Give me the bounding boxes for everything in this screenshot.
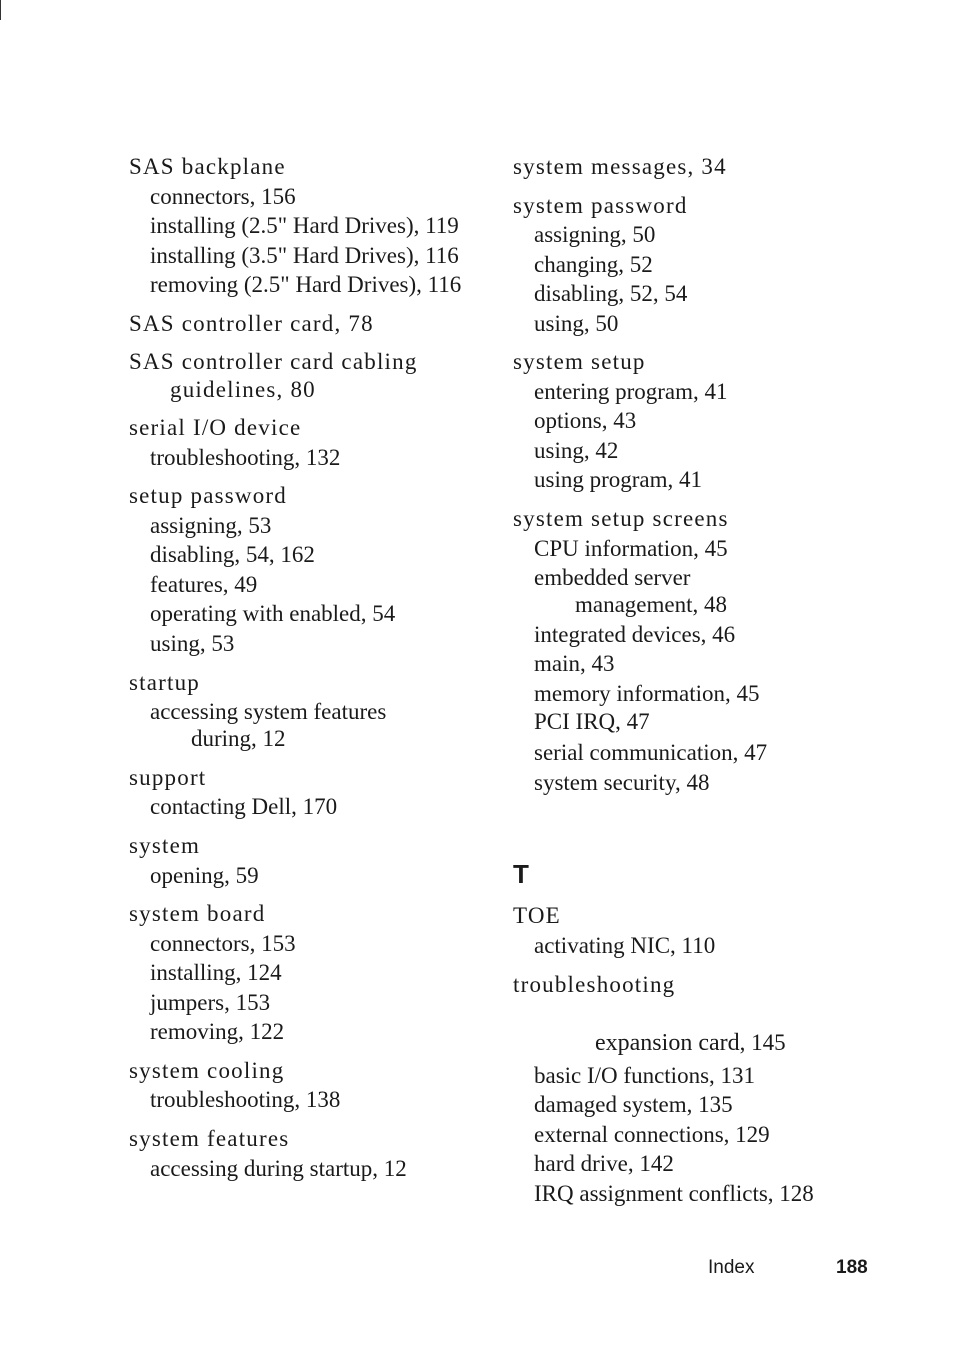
index-subentry: installing (2.5" Hard Drives), 119: [150, 213, 459, 238]
index-subentry: PCI IRQ, 47: [534, 709, 650, 734]
index-subentry: disabling, 52, 54: [534, 281, 688, 306]
index-subentry: options, 43: [534, 408, 637, 433]
index-term: system password: [513, 193, 688, 218]
index-term: system board: [129, 901, 266, 926]
index-subentry: accessing during startup, 12: [150, 1156, 407, 1181]
index-subentry: installing, 124: [150, 960, 282, 985]
index-subentry-expansion-card: [595, 1029, 786, 1057]
index-term: setup password: [129, 483, 287, 508]
index-term: TOE: [513, 903, 561, 928]
index-subentry: installing (3.5" Hard Drives), 116: [150, 243, 459, 268]
index-term: support: [129, 765, 207, 790]
index-subentry-continuation: management, 48: [575, 592, 728, 617]
index-subentry: system security, 48: [534, 770, 710, 795]
index-subentry: activating NIC, 110: [534, 933, 716, 958]
index-subentry: external connections, 129: [534, 1122, 770, 1147]
index-subentry: removing (2.5" Hard Drives), 116: [150, 272, 462, 297]
index-term: system messages, 34: [513, 154, 727, 179]
index-term: serial I/O device: [129, 415, 302, 440]
index-subentry: entering program, 41: [534, 379, 728, 404]
index-subentry: using, 50: [534, 311, 619, 336]
index-subentry: removing, 122: [150, 1019, 285, 1044]
index-subentry: CPU information, 45: [534, 536, 728, 561]
odd-page: , 145: [739, 1030, 786, 1055]
index-subentry: using program, 41: [534, 467, 703, 492]
index-term: system features: [129, 1126, 290, 1151]
index-subentry: operating with enabled, 54: [150, 601, 396, 626]
index-term: system: [129, 833, 201, 858]
index-subentry: serial communication, 47: [534, 740, 768, 765]
index-subentry: contacting Dell, 170: [150, 794, 338, 819]
footer-section-label: Index: [708, 1257, 755, 1278]
index-subentry: IRQ assignment conflicts, 128: [534, 1181, 814, 1206]
index-subentry: embedded server: [534, 565, 691, 590]
index-subentry: troubleshooting, 132: [150, 445, 341, 470]
index-subentry: main, 43: [534, 651, 615, 676]
index-subentry: using, 42: [534, 438, 619, 463]
index-subentry: damaged system, 135: [534, 1092, 733, 1117]
index-term-continuation: guidelines, 80: [170, 377, 316, 402]
index-term: SAS controller card, 78: [129, 311, 374, 336]
index-subentry: opening, 59: [150, 863, 259, 888]
index-subentry-continuation: during, 12: [191, 726, 286, 751]
index-subentry: disabling, 54, 162: [150, 542, 315, 567]
index-subentry: memory information, 45: [534, 681, 760, 706]
index-term: system setup: [513, 349, 646, 374]
index-term: SAS backplane: [129, 154, 286, 179]
index-subentry: accessing system features: [150, 699, 387, 724]
index-term: SAS controller card cabling: [129, 349, 418, 374]
index-subentry: assigning, 50: [534, 222, 656, 247]
footer-separator: [0, 0, 1, 20]
section-letter: T: [513, 859, 529, 889]
index-subentry: features, 49: [150, 572, 258, 597]
index-subentry: changing, 52: [534, 252, 653, 277]
index-subentry: connectors, 153: [150, 931, 296, 956]
index-term: system setup screens: [513, 506, 729, 531]
page-number: 188: [836, 1257, 868, 1278]
index-subentry: using, 53: [150, 631, 235, 656]
index-subentry: connectors, 156: [150, 184, 296, 209]
index-subentry: basic I/O functions, 131: [534, 1063, 756, 1088]
index-subentry: assigning, 53: [150, 513, 272, 538]
index-term: system cooling: [129, 1058, 285, 1083]
index-term: startup: [129, 670, 200, 695]
index-subentry: troubleshooting, 138: [150, 1087, 341, 1112]
index-term: troubleshooting: [513, 972, 676, 997]
index-subentry: hard drive, 142: [534, 1151, 674, 1176]
index-subentry: jumpers, 153: [150, 990, 271, 1015]
odd-label: expansion card: [595, 1030, 740, 1056]
index-subentry: integrated devices, 46: [534, 622, 736, 647]
